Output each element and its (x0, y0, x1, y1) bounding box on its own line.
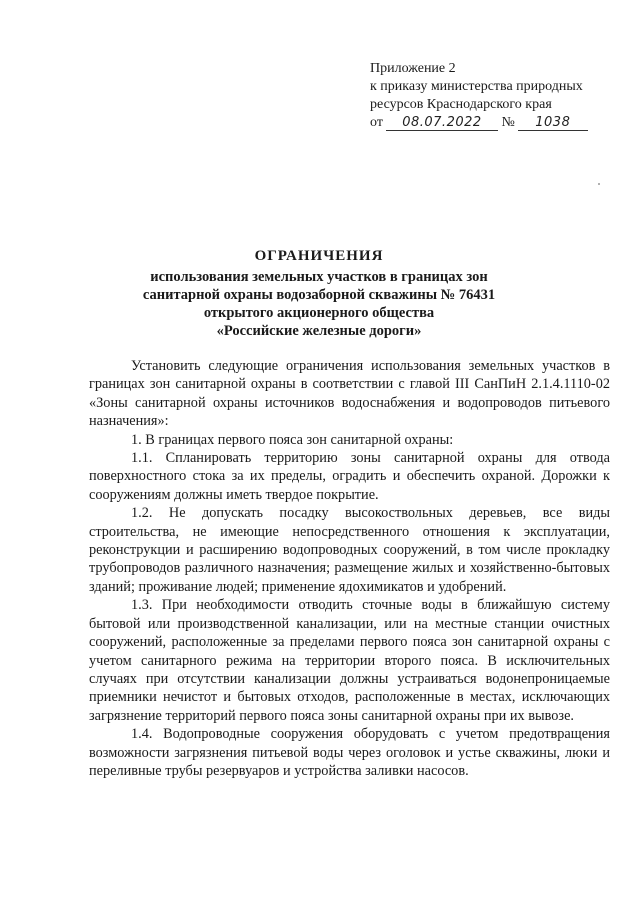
intro-paragraph: Установить следующие ограничения использования земельных участков в границах зон санитарной охраны в соответствии с главой III СанПиН 2.1.4.1110-02 «Зоны санитарной охраны источников водоснабжения и водопроводов питьевого назначения»: (89, 358, 610, 430)
section-1-heading: 1. В границах первого пояса зон санитарной охраны: (131, 431, 454, 448)
document-body (89, 357, 610, 780)
appendix-date-number-line (370, 114, 632, 132)
appendix-ministry: ресурсов Краснодарского края (370, 97, 552, 112)
scan-speck (598, 183, 600, 185)
handwritten-number: 1038 (518, 115, 588, 131)
title-line-2: санитарной охраны водозаборной скважины № 76431 (142, 287, 496, 303)
item-1-4: 1.4. Водопроводные сооружения оборудовать с учетом предотвращения возможности загрязнения питьевой воды через оголовок и устье скважины, люки и переливные трубы резервуаров и устройства заливки насосов. (89, 726, 610, 779)
appendix-order-reference: к приказу министерства природных (370, 79, 583, 94)
title-line-1: использования земельных участков в границах зон (150, 269, 488, 285)
number-label: № (501, 115, 515, 130)
item-1-1: 1.1. Спланировать территорию зоны санитарной охраны для отвода поверхностного стока за их пределы, оградить и обеспечить охраной. Дорожки к сооружениям должны иметь твердое покрытие. (89, 450, 610, 503)
item-1-3: 1.3. При необходимости отводить сточные воды в ближайшую систему бытовой или производственной канализации, или на местные станции очистных сооружений, расположенные за пределами первого пояса зон санитарной охраны с учетом санитарного режима на территории второго пояса. В исключительных случаях при отсутствии канализации должны устраиваться водонепроницаемые приемники нечистот и бытовых отходов, расположенные в местах, исключающих загрязнение территорий первого пояса зоны санитарной охраны при их вывозе. (89, 597, 610, 724)
appendix-header (370, 60, 632, 132)
date-label: от (370, 115, 383, 130)
document-title: ОГРАНИЧЕНИЯ (254, 248, 384, 264)
item-1-2: 1.2. Не допускать посадку высокоствольных деревьев, все виды строительства, не имеющие непосредственного отношения к эксплуатации, реконструкции и расширению водопроводных сооружений, в том числе прокладку трубопроводов различного назначения; размещение жилых и хозяйственно-бытовых зданий; проживание людей; применение ядохимикатов и удобрений. (89, 505, 610, 595)
appendix-title: Приложение 2 (370, 61, 456, 76)
title-line-3: открытого акционерного общества (203, 305, 435, 321)
document-title-block (40, 247, 598, 340)
handwritten-date: 08.07.2022 (386, 115, 498, 131)
title-line-4: «Российские железные дороги» (216, 323, 422, 339)
